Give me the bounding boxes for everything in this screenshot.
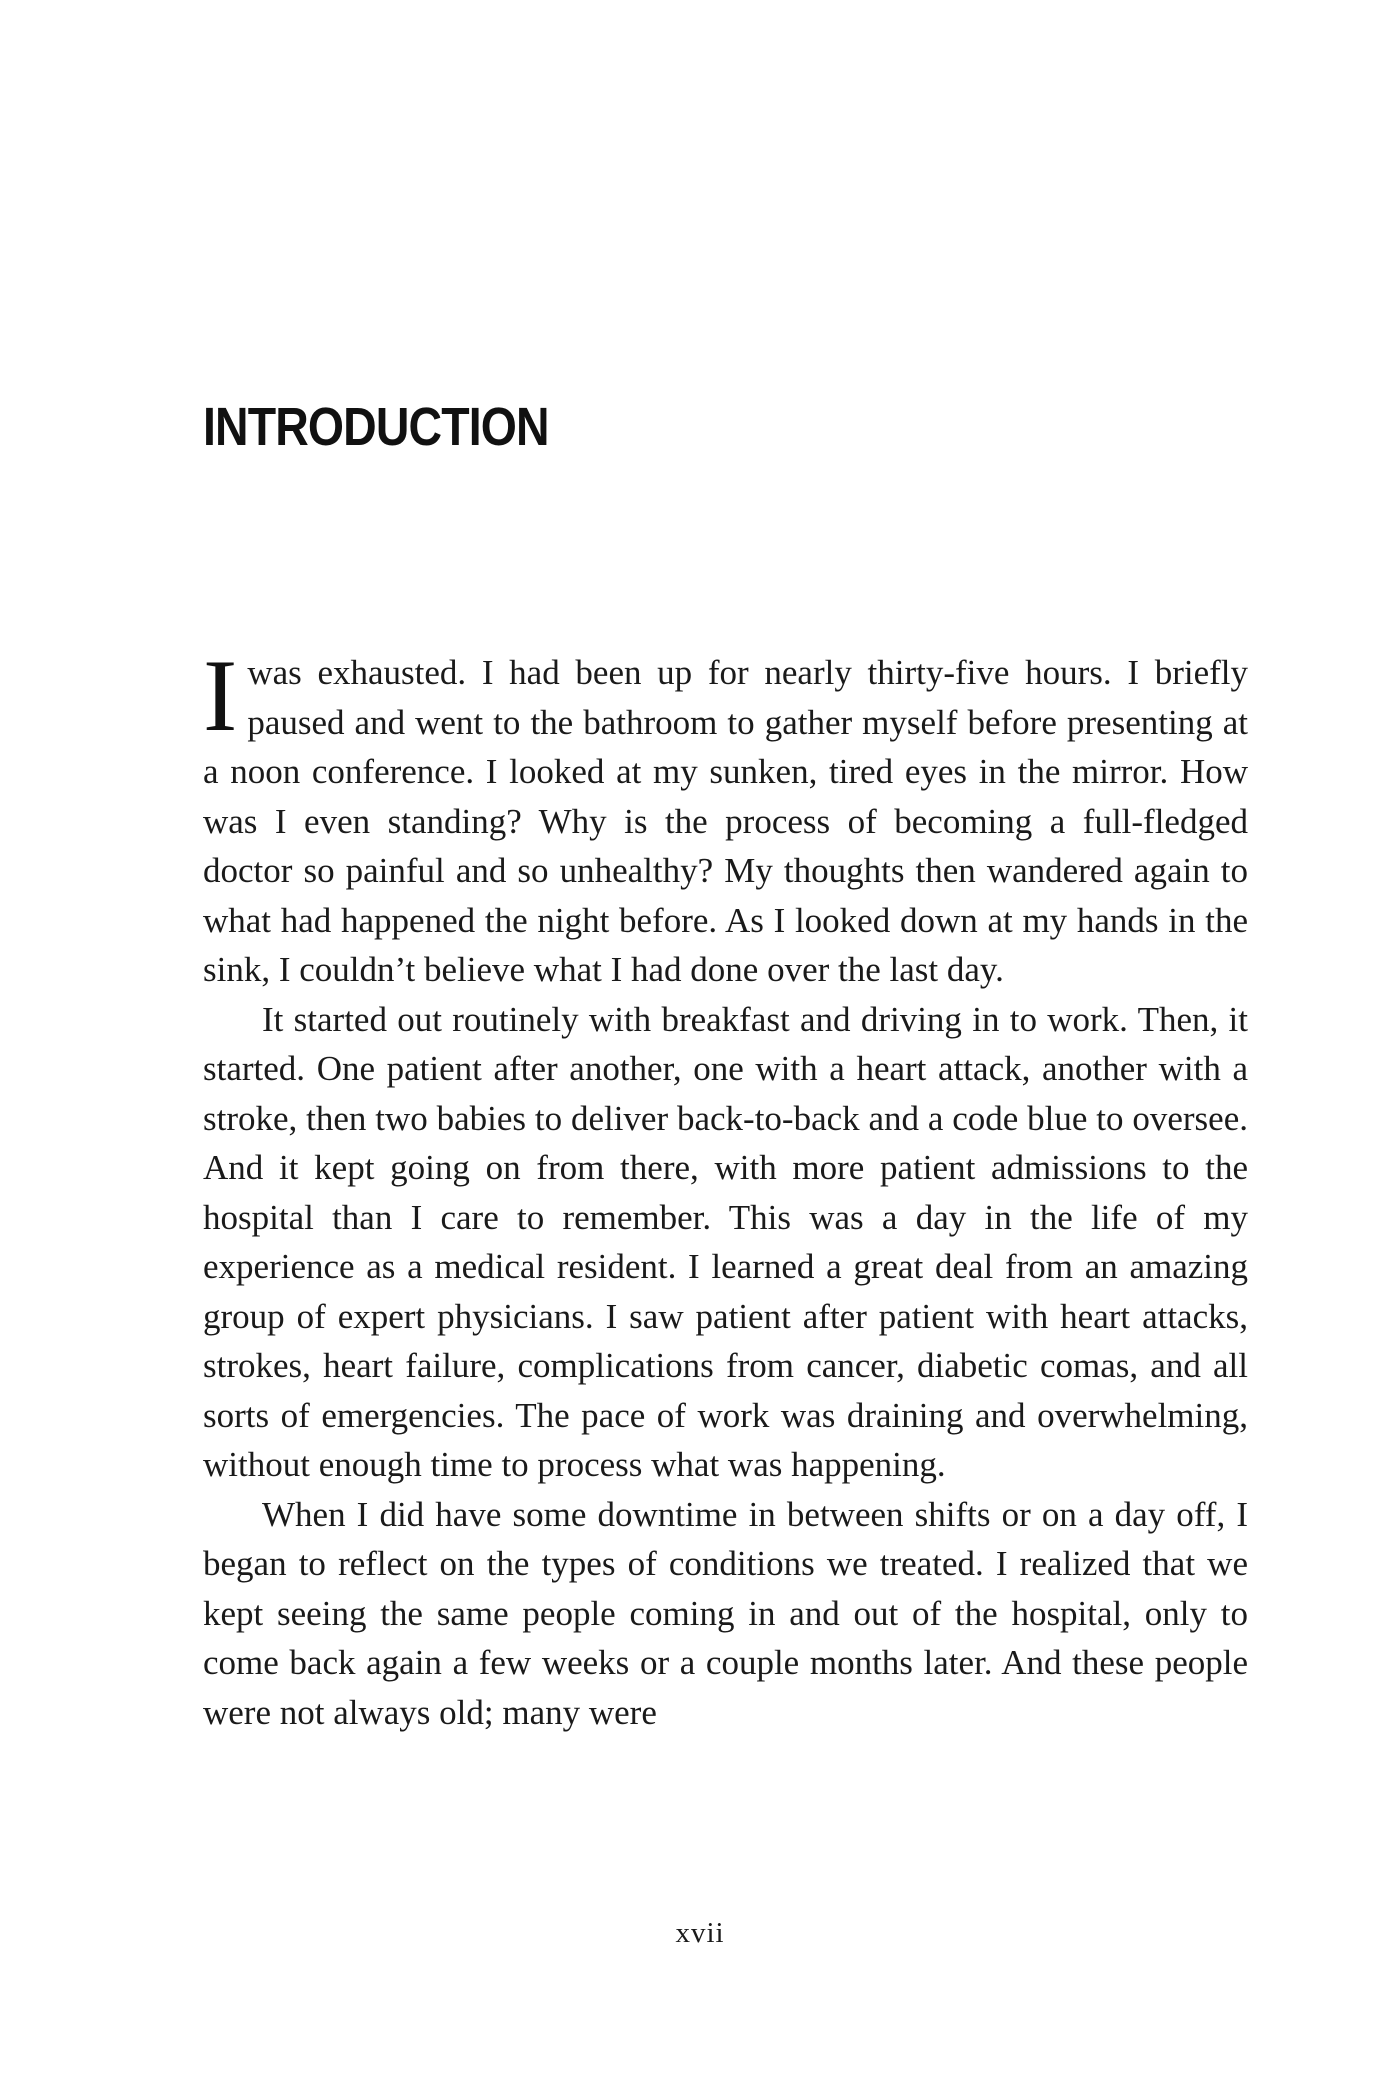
chapter-title: INTRODUCTION (203, 397, 549, 457)
body-text (203, 639, 1248, 1737)
paragraph-2: It started out routinely with breakfast and driving in to work. Then, it started. One patient after another, one with a heart attack, another with a stroke, then two babies to deliver back-to-back and a code blue to oversee. And it kept going on from there, with more patient admissions to the hospital than I care to remember. This was a day in the life of my experience as a medical resident. I learned a great deal from an amazing group of expert physicians. I saw patient after patient with heart attacks, strokes, heart failure, complications from cancer, diabetic comas, and all sorts of emergencies. The pace of work was draining and overwhelming, without enough time to process what was happening. (203, 999, 1248, 1484)
paragraph-1 (203, 639, 1248, 995)
paragraph-1-text: was exhausted. I had been up for nearly thirty-five hours. I briefly paused and went to the bathroom to gather myself before presenting at a noon conference. I looked at my sunken, tired eyes in the mirror. How was I even standing? Why is the process of becoming a full-fledged doctor so painful and so unhealthy? My thoughts then wandered again to what had happened the night before. As I looked down at my hands in the sink, I couldn’t believe what I had done over the last day. (203, 653, 1248, 989)
paragraph-3: When I did have some downtime in between shifts or on a day off, I began to reflect on the types of conditions we treated. I realized that we kept seeing the same people coming in and out of the hospital, only to come back again a few weeks or a couple months later. And these people were not always old; many were (203, 1494, 1248, 1732)
drop-cap: I (203, 639, 238, 753)
page-number: xvii (675, 1917, 725, 1949)
